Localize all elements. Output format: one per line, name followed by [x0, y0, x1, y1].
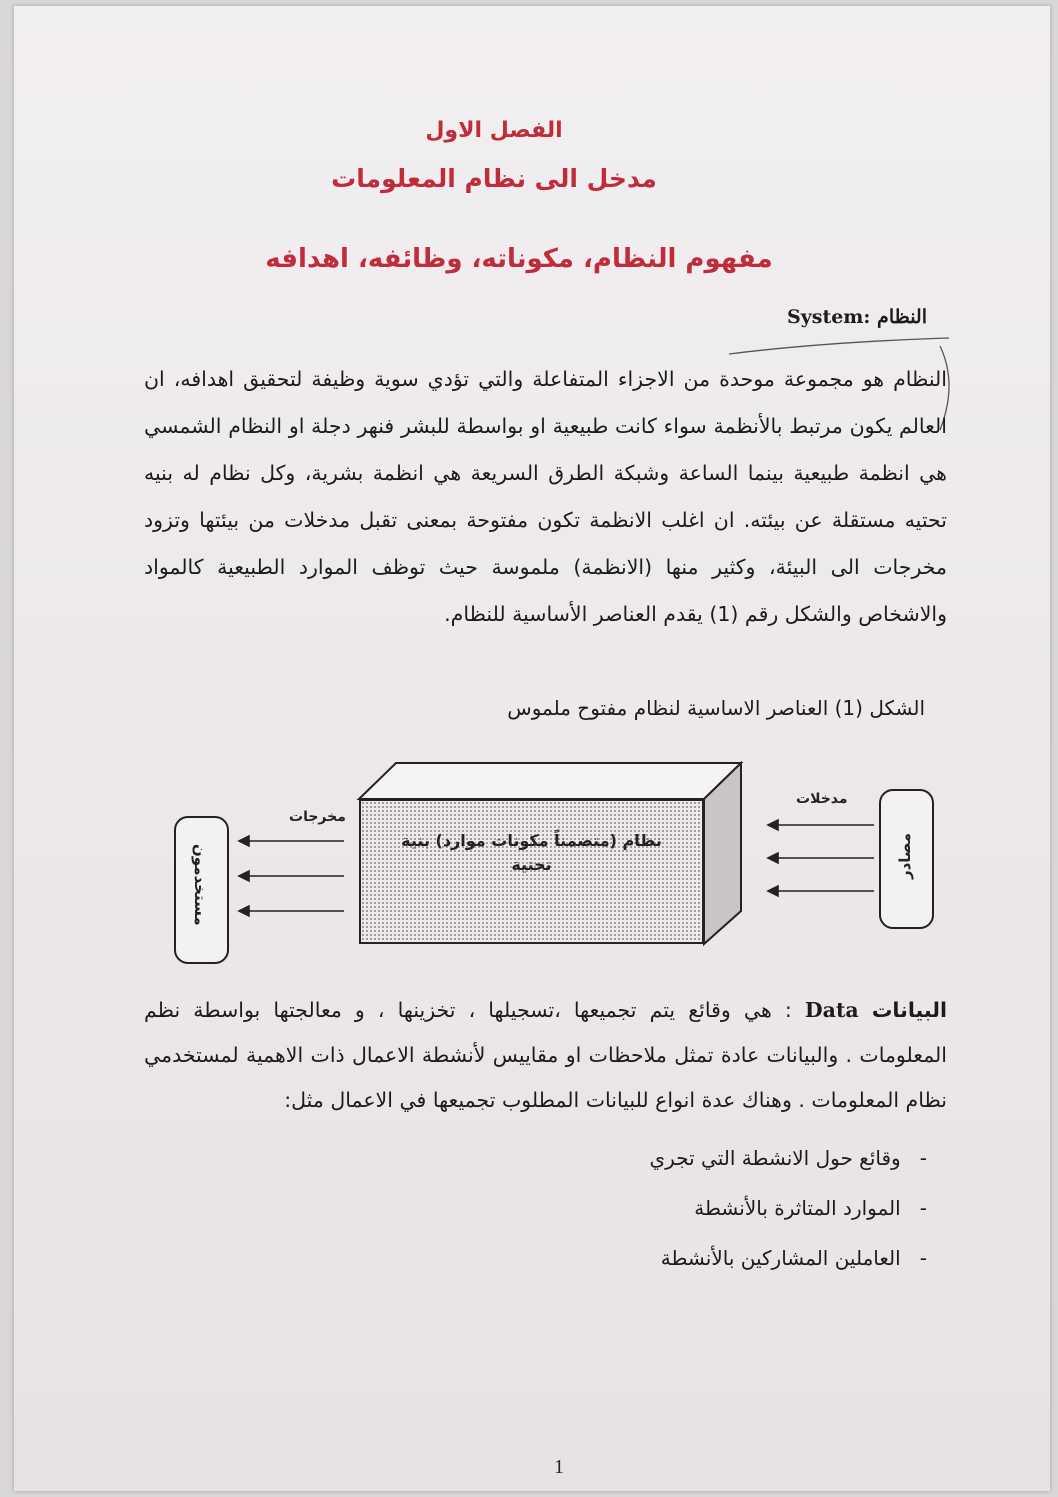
system-heading: النظام :System [786, 306, 927, 328]
bullet-dash: - [919, 1246, 927, 1270]
data-definition-paragraph [144, 988, 947, 1123]
data-term-english: Data [804, 998, 859, 1022]
bullet-dash: - [919, 1196, 927, 1220]
list-item [650, 1146, 928, 1170]
outputs-label: مخرجات [289, 809, 346, 825]
input-arrows [768, 820, 874, 896]
section-title: مفهوم النظام، مكوناته، وظائفه، اهدافه [265, 244, 773, 274]
sources-label: مصادر [896, 833, 914, 880]
data-definition-text: : هي وقائع يتم تجميعها ،تسجيلها ، تخزينها ، و معالجتها بواسطة نظم المعلومات . والبيانات عادة تمثل ملاحظات او مقاييس لأنشطة الاعمال ذات الاهمية لمستخدمي نظام المعلومات . وهناك عدة انواع للبيانات المطلوب تجميعها في الاعمال مثل: [144, 998, 947, 1112]
chapter-title: مدخل الى نظام المعلومات [331, 164, 657, 193]
list-item-text: الموارد المتاثرة بالأنشطة [694, 1196, 901, 1220]
page-number: 1 [554, 1456, 564, 1478]
system-box-label-line1: نظام (متضمناً مكونات موارد) بنية [401, 831, 662, 850]
open-system-diagram [164, 761, 944, 981]
data-term-arabic: البيانات [871, 998, 947, 1022]
list-item [661, 1246, 927, 1270]
list-item-text: العاملين المشاركين بالأنشطة [660, 1246, 901, 1270]
bullet-dash: - [919, 1146, 927, 1170]
list-item-text: وقائع حول الانشطة التي تجري [649, 1146, 901, 1170]
inputs-label: مدخلات [796, 791, 848, 807]
output-arrows [239, 836, 344, 916]
system-definition-paragraph: النظام هو مجموعة موحدة من الاجزاء المتفاعلة والتي تؤدي سوية وظيفة لتحقيق اهدافه، ان العالم يكون مرتبط بالأنظمة سواء كانت طبيعية او بواسطة للبشر فنهر دجلة او النظام الشمسي هي انظمة طبيعية بينما الساعة وشبكة الطرق السريعة هي انظمة بشرية، وكل نظام له بنيه تحتيه مستقلة عن بيئته. ان اغلب الانظمة تكون مفتوحة بمعنى تقبل مدخلات من بيئتها وتزود مخرجات الى البيئة، وكثير منها (الانظمة) ملموسة حيث توظف الموارد الطبيعية كالمواد والاشخاص والشكل رقم (1) يقدم العناصر الأساسية للنظام. [144, 367, 947, 626]
system-box-label-line2: تحتية [511, 855, 552, 874]
document-page [14, 6, 1050, 1491]
figure-caption: الشكل (1) العناصر الاساسية لنظام مفتوح ملموس [507, 696, 925, 720]
users-label: مستخدمون [191, 844, 209, 926]
list-item [694, 1196, 927, 1220]
system-box-label [359, 829, 704, 877]
chapter-number-title: الفصل الاول [425, 118, 563, 143]
box-top-face [359, 763, 741, 799]
